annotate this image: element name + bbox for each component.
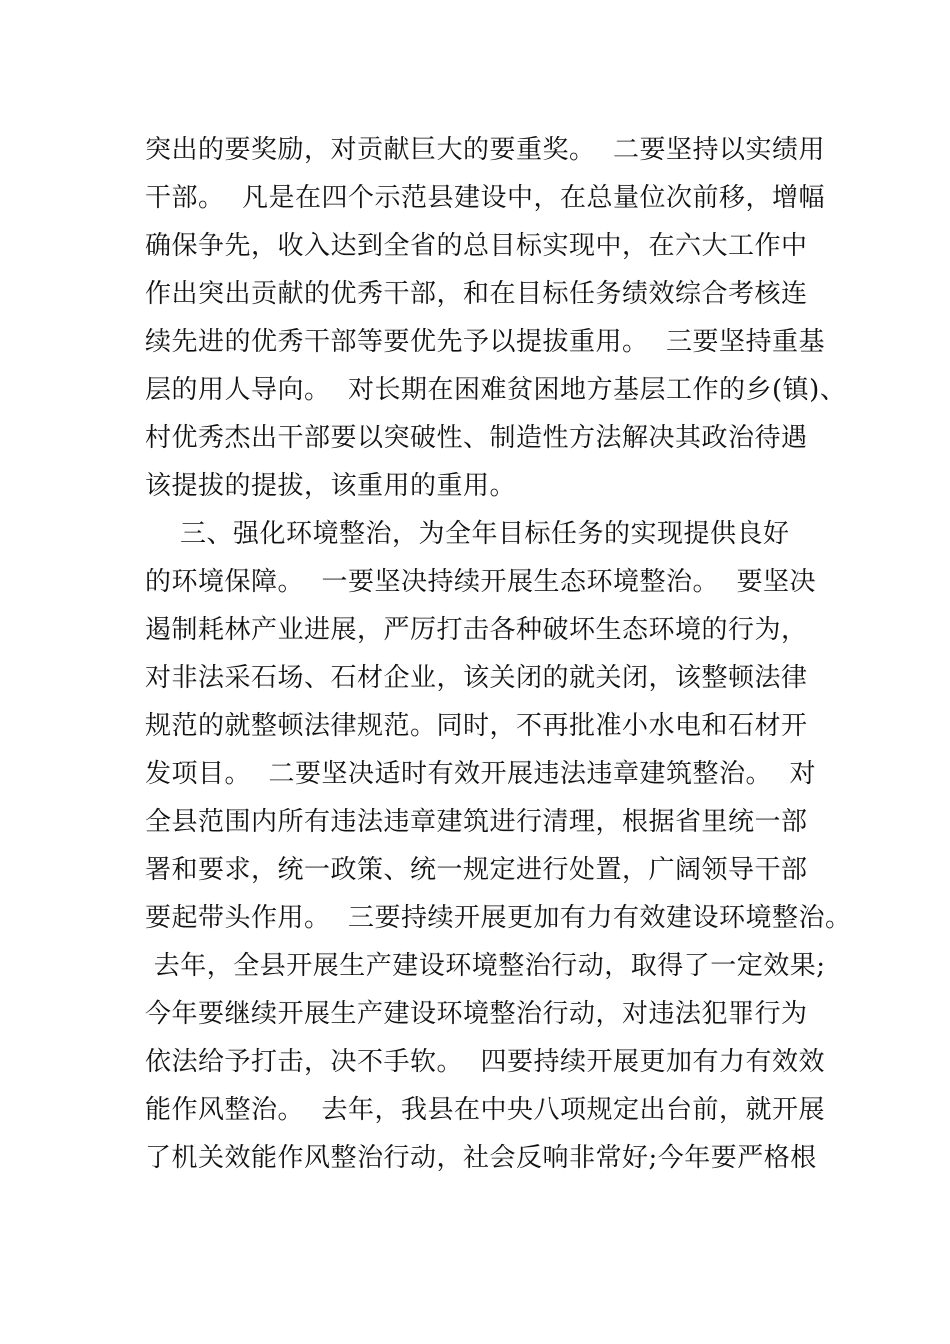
text-line: 对非法采石场、石材企业，该关闭的就关闭，该整顿法律 bbox=[145, 663, 808, 693]
text-line: 干部。 凡是在四个示范县建设中，在总量位次前移，增幅 bbox=[145, 183, 826, 213]
text-line: 突出的要奖励，对贡献巨大的要重奖。 二要坚持以实绩用 bbox=[145, 135, 826, 165]
text-line: 村优秀杰出干部要以突破性、制造性方法解决其政治待遇 bbox=[145, 423, 808, 453]
text-line: 作出突出贡献的优秀干部，和在目标任务绩效综合考核连 bbox=[145, 279, 808, 309]
text-line: 续先进的优秀干部等要优先予以提拔重用。 三要坚持重基 bbox=[145, 327, 826, 357]
text-line: 能作风整治。 去年，我县在中央八项规定出台前，就开展 bbox=[145, 1095, 826, 1125]
text-line: 全县范围内所有违法违章建筑进行清理，根据省里统一部 bbox=[145, 807, 808, 837]
text-line: 的环境保障。 一要坚决持续开展生态环境整治。 要坚决 bbox=[145, 567, 817, 597]
text-line: 遏制耗林产业进展，严厉打击各种破坏生态环境的行为， bbox=[145, 615, 808, 645]
text-line: 今年要继续开展生产建设环境整治行动，对违法犯罪行为 bbox=[145, 999, 808, 1029]
text-line: 该提拔的提拔，该重用的重用。 bbox=[145, 471, 517, 501]
text-line: 了机关效能作风整治行动，社会反响非常好;今年要严格根 bbox=[145, 1143, 817, 1173]
text-line: 层的用人导向。 对长期在困难贫困地方基层工作的乡(镇)、 bbox=[145, 375, 847, 405]
text-line: 要起带头作用。 三要持续开展更加有力有效建设环境整治。 bbox=[145, 903, 852, 933]
text-line: 规范的就整顿法律规范。同时，不再批准小水电和石材开 bbox=[145, 711, 808, 741]
text-line: 确保争先，收入达到全省的总目标实现中，在六大工作中 bbox=[145, 231, 808, 261]
text-line: 去年，全县开展生产建设环境整治行动，取得了一定效果; bbox=[145, 951, 826, 981]
text-line: 依法给予打击，决不手软。 四要持续开展更加有力有效效 bbox=[145, 1047, 826, 1077]
section-heading-line: 三、强化环境整治，为全年目标任务的实现提供良好 bbox=[145, 519, 790, 549]
text-line: 署和要求，统一政策、统一规定进行处置，广阔领导干部 bbox=[145, 855, 808, 885]
text-line: 发项目。 二要坚决适时有效开展违法违章建筑整治。 对 bbox=[145, 759, 817, 789]
body-text bbox=[145, 126, 852, 1182]
